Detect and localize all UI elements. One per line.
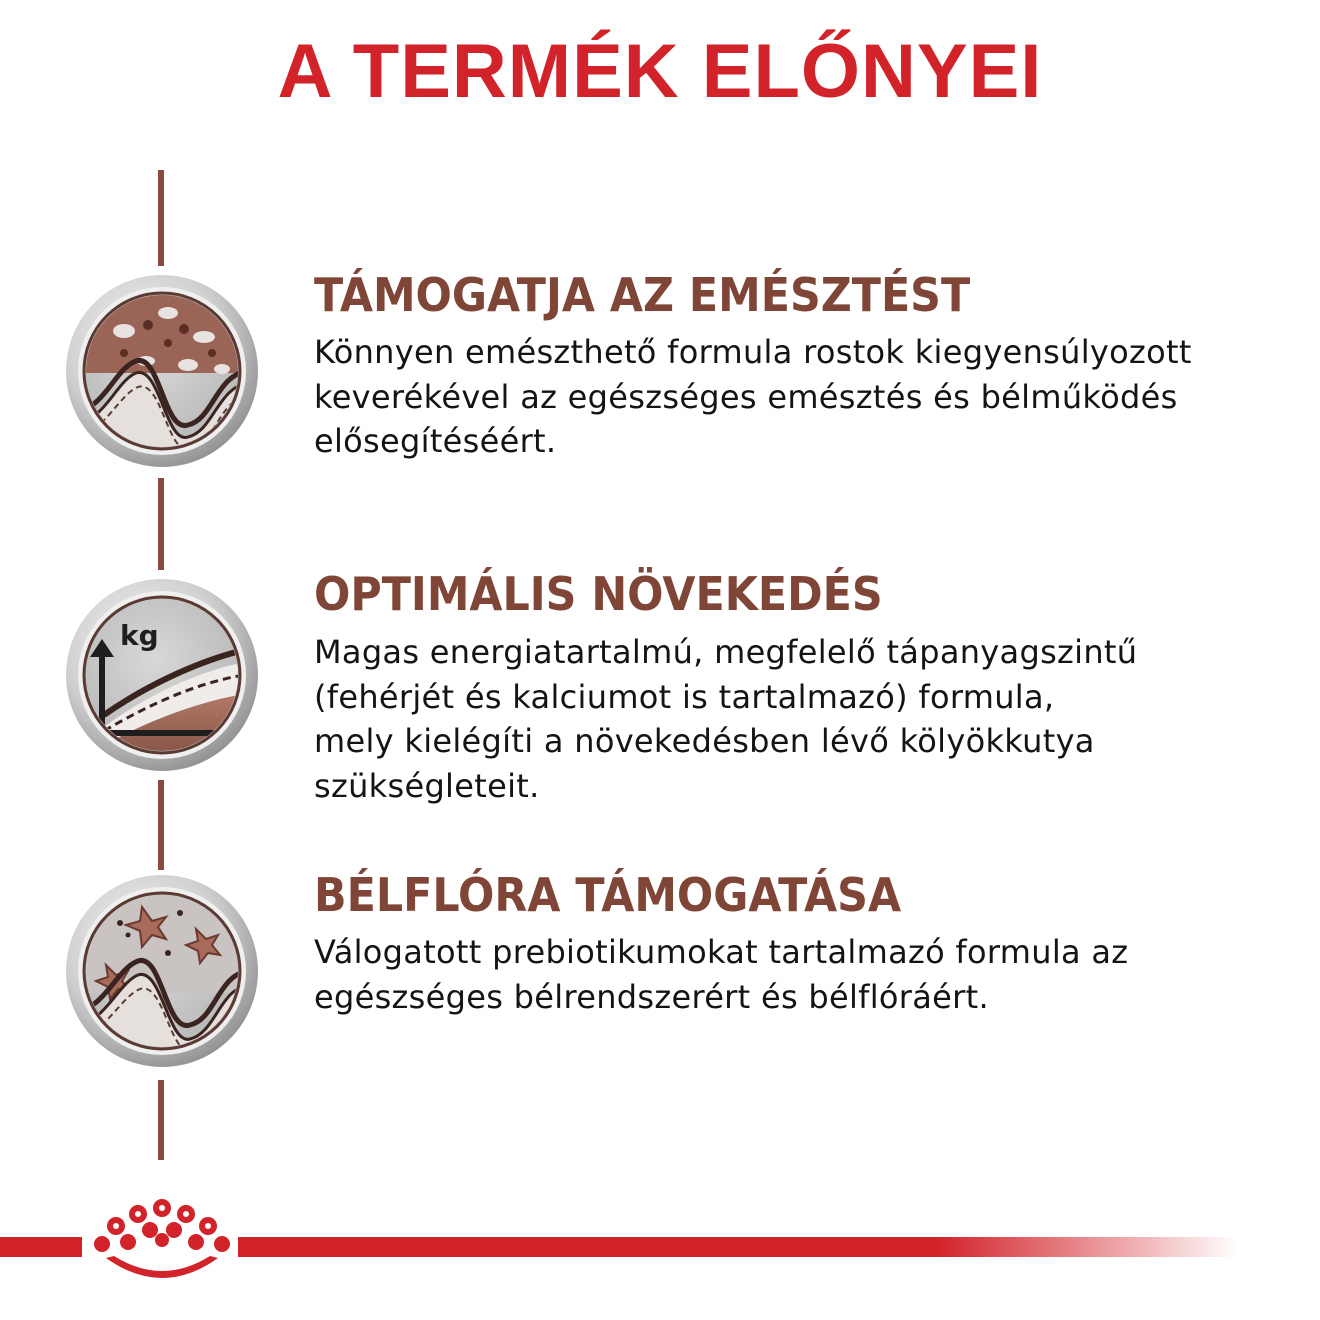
- benefit-description: Magas energiatartalmú, megfelelő tápanyagszintű (fehérjét és kalciumot is tartalmazó) formula, mely kielégíti a növekedésben lévő kölyökkutya szükségleteit.: [314, 633, 1138, 805]
- timeline-divider: [158, 780, 164, 870]
- timeline-divider: [158, 478, 164, 570]
- benefit-description: Könnyen emészthető formula rostok kiegyensúlyozott keverékével az egészséges emésztés és bélműködés elősegítéséért.: [314, 333, 1192, 460]
- growth-kg-icon: [64, 577, 260, 773]
- benefit-description: Válogatott prebiotikumokat tartalmazó formula az egészséges bélrendszerért és bélflóráért.: [314, 933, 1129, 1016]
- digestion-icon: [64, 273, 260, 469]
- timeline-divider: [158, 170, 164, 266]
- royal-crown-logo: [92, 1196, 232, 1286]
- intestinal-flora-icon: [64, 873, 260, 1069]
- benefit-title: BÉLFLÓRA TÁMOGATÁSA: [314, 868, 902, 922]
- footer-red-line: [0, 1237, 82, 1257]
- benefit-title: TÁMOGATJA AZ EMÉSZTÉST: [314, 268, 971, 322]
- footer-red-line: [238, 1237, 1238, 1257]
- timeline-divider: [158, 1080, 164, 1160]
- kg-label: kg: [120, 619, 159, 652]
- benefit-title: OPTIMÁLIS NÖVEKEDÉS: [314, 567, 883, 621]
- page-title: A TERMÉK ELŐNYEI: [277, 29, 1043, 114]
